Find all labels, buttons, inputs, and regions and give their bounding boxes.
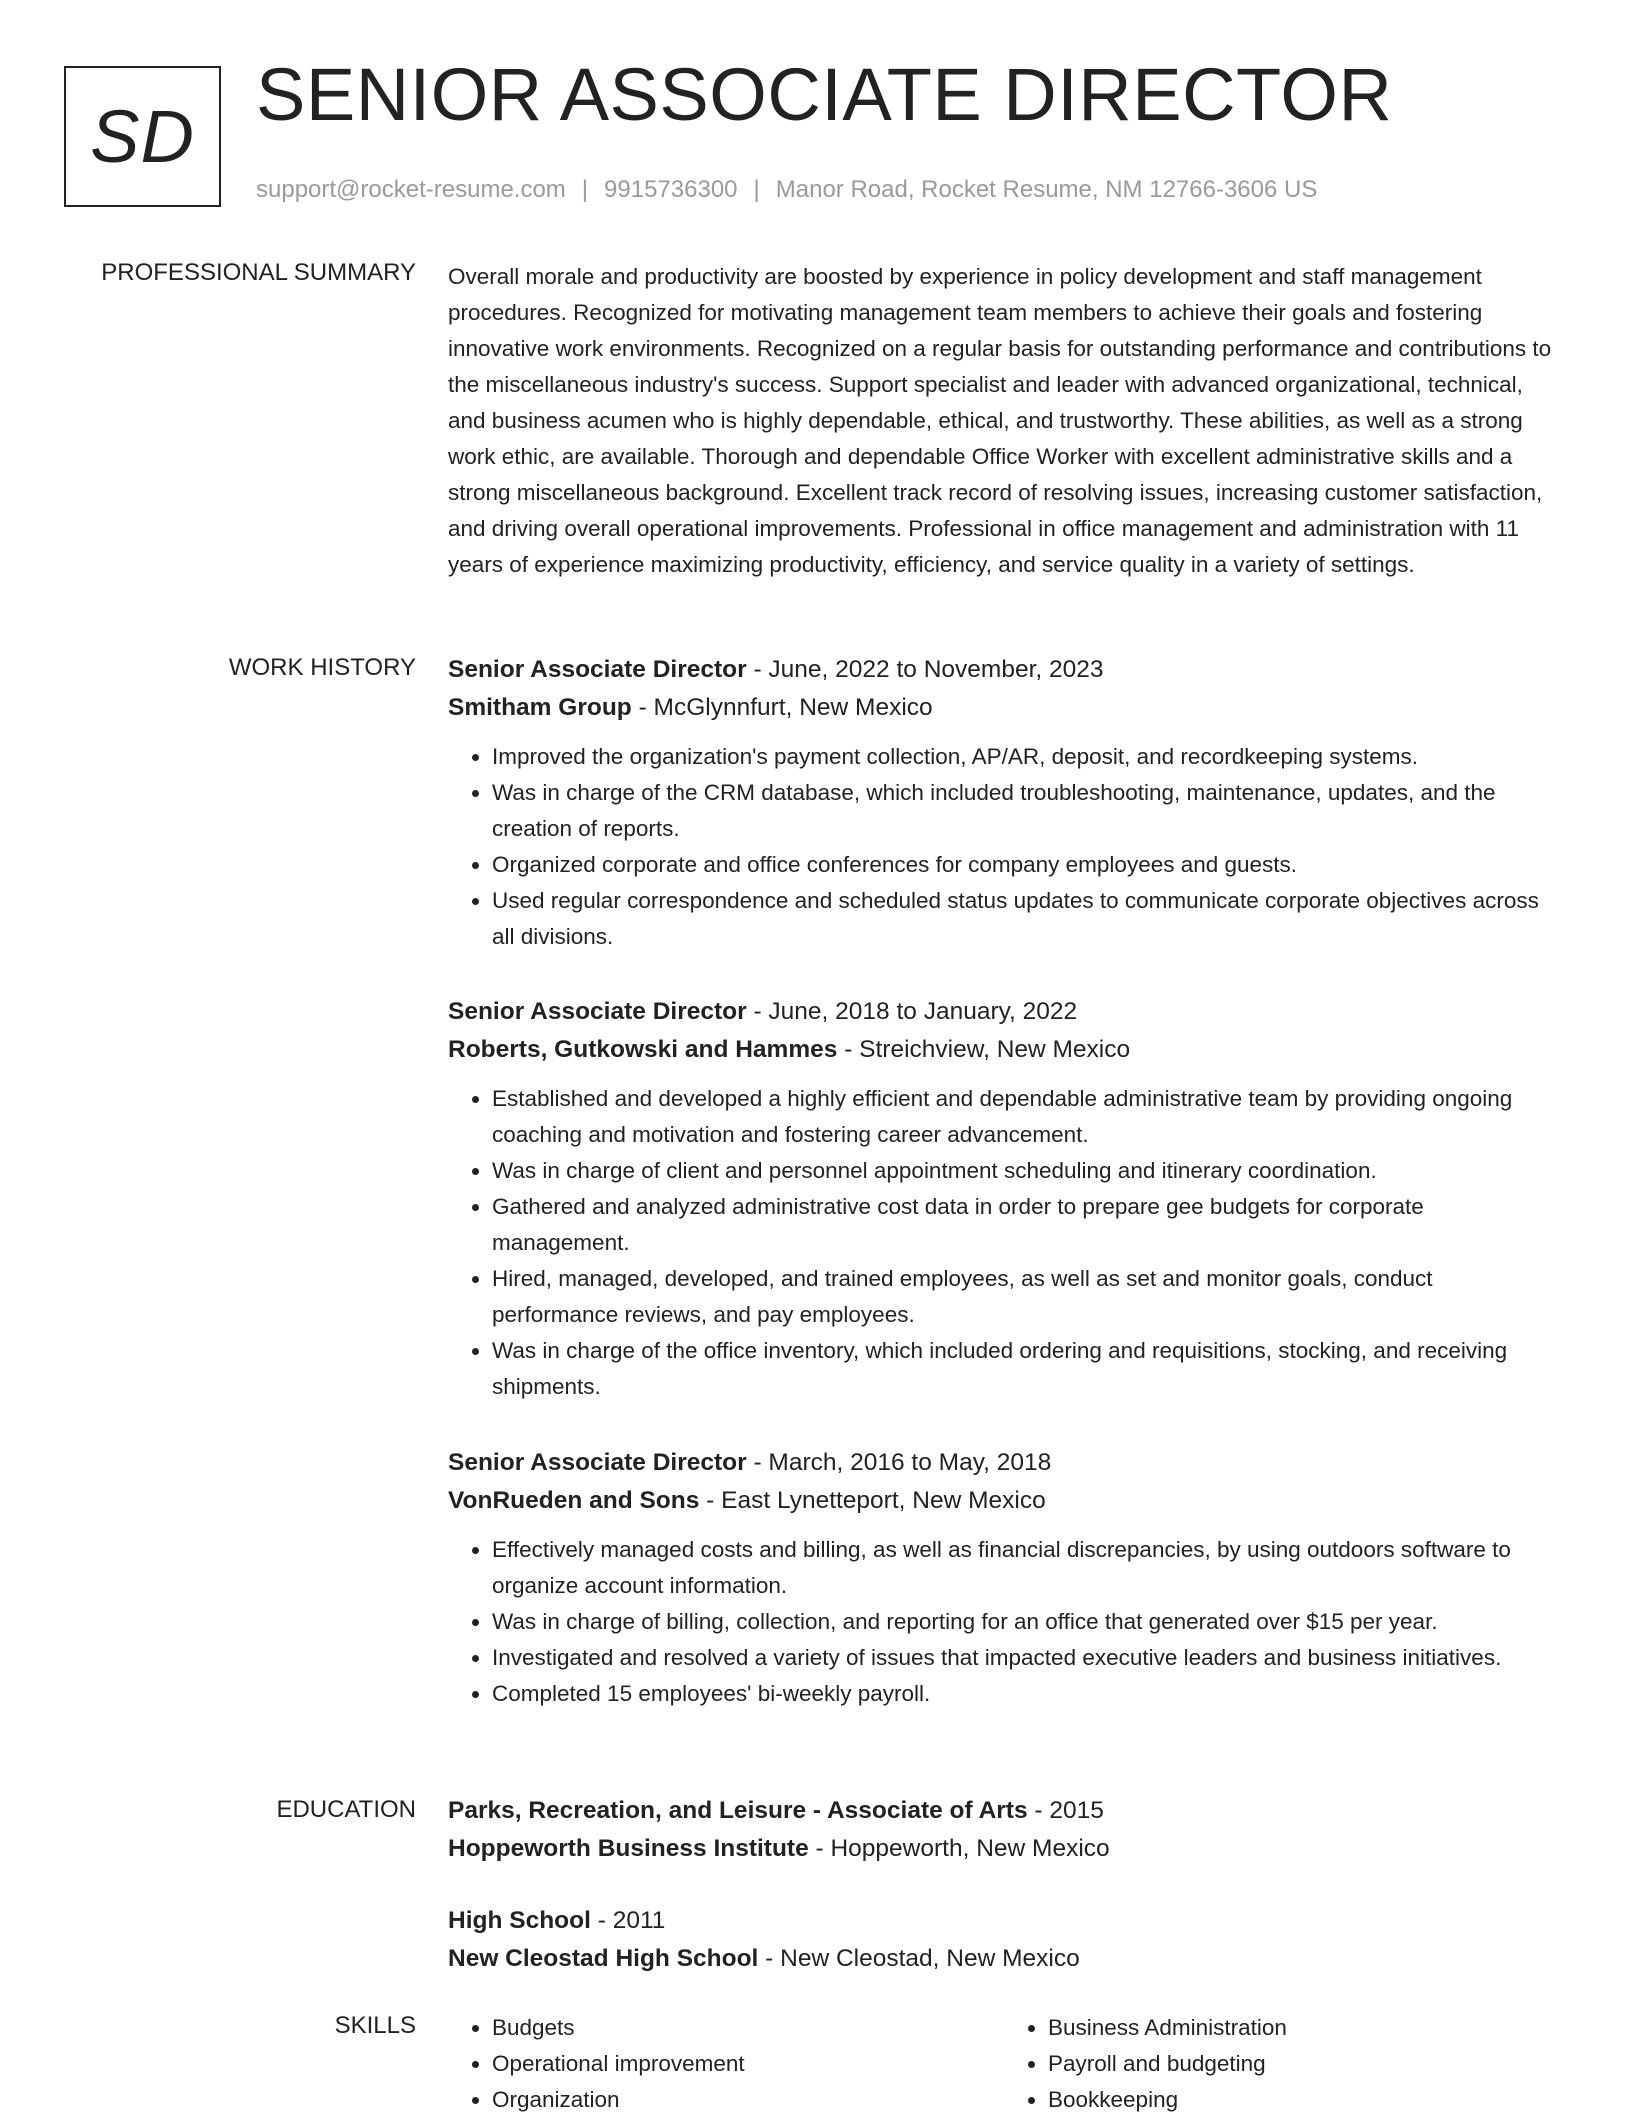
job-company: VonRueden and Sons [448,1487,700,1514]
job-2 [448,993,1560,1405]
skill-item: • Operational improvement [492,2046,1004,2082]
education-year: - 2015 [1027,1797,1104,1824]
summary-text: Overall morale and productivity are boosted by experience in policy development and staff management procedures. Recognized for motivating management team members to achieve their goals and fostering innovative work environments. Recognized on a regular basis for outstanding performance and contributions to the miscellaneous industry's success. Support specialist and leader with advanced organizational, technical, and business acumen who is highly dependable, ethical, and trustworthy. These abilities, as well as a strong work ethic, are available. Thorough and dependable Office Worker with excellent administrative skills and a strong miscellaneous background. Excellent track record of resolving issues, increasing customer satisfaction, and driving overall operational improvements. Professional in office management and administration with 11 years of experience maximizing productivity, efficiency, and service quality in a variety of settings. [448,264,1552,577]
job-company-line [448,689,1560,727]
job-title-line [448,651,1560,689]
job-bullet: • Organized corporate and office conferences for company employees and guests. [492,847,1560,883]
skill-item: • Payroll and budgeting [1048,2046,1560,2082]
job-bullet: • Was in charge of billing, collection, and reporting for an office that generated over $15 per year. [492,1604,1560,1640]
education-degree-line [448,1792,1560,1830]
job-company-line [448,1482,1560,1520]
job-3 [448,1444,1560,1712]
education-school-line [448,1940,1560,1978]
job-location: - McGlynnfurt, New Mexico [631,694,933,721]
work-history-heading: WORK HISTORY [228,654,416,681]
skills-heading: SKILLS [334,2012,416,2039]
monogram-initials: SD [90,95,195,178]
job-bullet: • Was in charge of the office inventory, which included ordering and requisitions, stocking, and receiving shipments. [492,1333,1560,1405]
education-location: - Hoppeworth, New Mexico [808,1835,1110,1862]
skills-list-left [448,2010,1004,2118]
job-title-line [448,993,1560,1031]
job-company: Smitham Group [448,694,632,721]
skill-item: • Bookkeeping [1048,2082,1560,2118]
resume-name: SENIOR ASSOCIATE DIRECTOR [256,53,1393,136]
job-title: Senior Associate Director [448,656,747,683]
skill-item: • Budgets [492,2010,1004,2046]
job-title-line [448,1444,1560,1482]
skill-item: • Organization [492,2082,1004,2118]
monogram-box [64,66,221,207]
job-dates: - June, 2022 to November, 2023 [746,656,1104,683]
skills-columns [448,2010,1560,2118]
job-location: - Streichview, New Mexico [837,1036,1131,1063]
job-location: - East Lynetteport, New Mexico [699,1487,1046,1514]
contact-phone[interactable]: 9915736300 [604,176,738,203]
job-1 [448,651,1560,955]
job-bullet: • Gathered and analyzed administrative cost data in order to prepare gee budgets for corporate management. [492,1189,1560,1261]
education-degree-line [448,1902,1560,1940]
job-title: Senior Associate Director [448,1449,747,1476]
job-bullets [448,1081,1560,1405]
job-bullets [448,739,1560,955]
summary-section [448,259,1560,583]
education-degree: High School [448,1907,591,1934]
job-dates: - June, 2018 to January, 2022 [746,998,1078,1025]
education-year: - 2011 [590,1907,666,1934]
contact-email[interactable]: support@rocket-resume.com [256,176,566,203]
contact-address: Manor Road, Rocket Resume, NM 12766-3606 US [775,176,1318,203]
contact-separator: | [753,176,760,203]
job-bullet: • Investigated and resolved a variety of issues that impacted executive leaders and business initiatives. [492,1640,1560,1676]
education-degree: Parks, Recreation, and Leisure - Associate of Arts [448,1797,1028,1824]
job-bullet: • Hired, managed, developed, and trained employees, as well as set and monitor goals, conduct performance reviews, and pay employees. [492,1261,1560,1333]
contact-separator: | [581,176,589,203]
education-school: Hoppeworth Business Institute [448,1835,809,1862]
job-bullet: • Completed 15 employees' bi-weekly payroll. [492,1676,1560,1712]
skills-list-right [1004,2010,1560,2118]
education-location: - New Cleostad, New Mexico [758,1945,1080,1972]
education-entry-1 [448,1792,1560,1868]
job-bullet: • Used regular correspondence and scheduled status updates to communicate corporate objectives across all divisions. [492,883,1560,955]
contact-line [256,176,1317,204]
skills-section [448,2010,1560,2118]
job-dates: - March, 2016 to May, 2018 [746,1449,1052,1476]
job-bullet: • Effectively managed costs and billing, as well as financial discrepancies, by using outdoors software to organize account information. [492,1532,1560,1604]
job-bullets [448,1532,1560,1712]
job-title: Senior Associate Director [448,998,747,1025]
job-bullet: • Established and developed a highly efficient and dependable administrative team by providing ongoing coaching and motivation and fostering career advancement. [492,1081,1560,1153]
education-school: New Cleostad High School [448,1945,759,1972]
summary-heading: PROFESSIONAL SUMMARY [101,259,416,286]
job-bullet: • Improved the organization's payment collection, AP/AR, deposit, and recordkeeping systems. [492,739,1560,775]
education-school-line [448,1830,1560,1868]
job-bullet: • Was in charge of client and personnel appointment scheduling and itinerary coordination. [492,1153,1560,1189]
job-bullet: • Was in charge of the CRM database, which included troubleshooting, maintenance, updates, and the creation of reports. [492,775,1560,847]
job-company-line [448,1031,1560,1069]
skill-item: • Business Administration [1048,2010,1560,2046]
education-heading: EDUCATION [276,1796,416,1823]
job-company: Roberts, Gutkowski and Hammes [448,1036,838,1063]
education-entry-2 [448,1902,1560,1978]
